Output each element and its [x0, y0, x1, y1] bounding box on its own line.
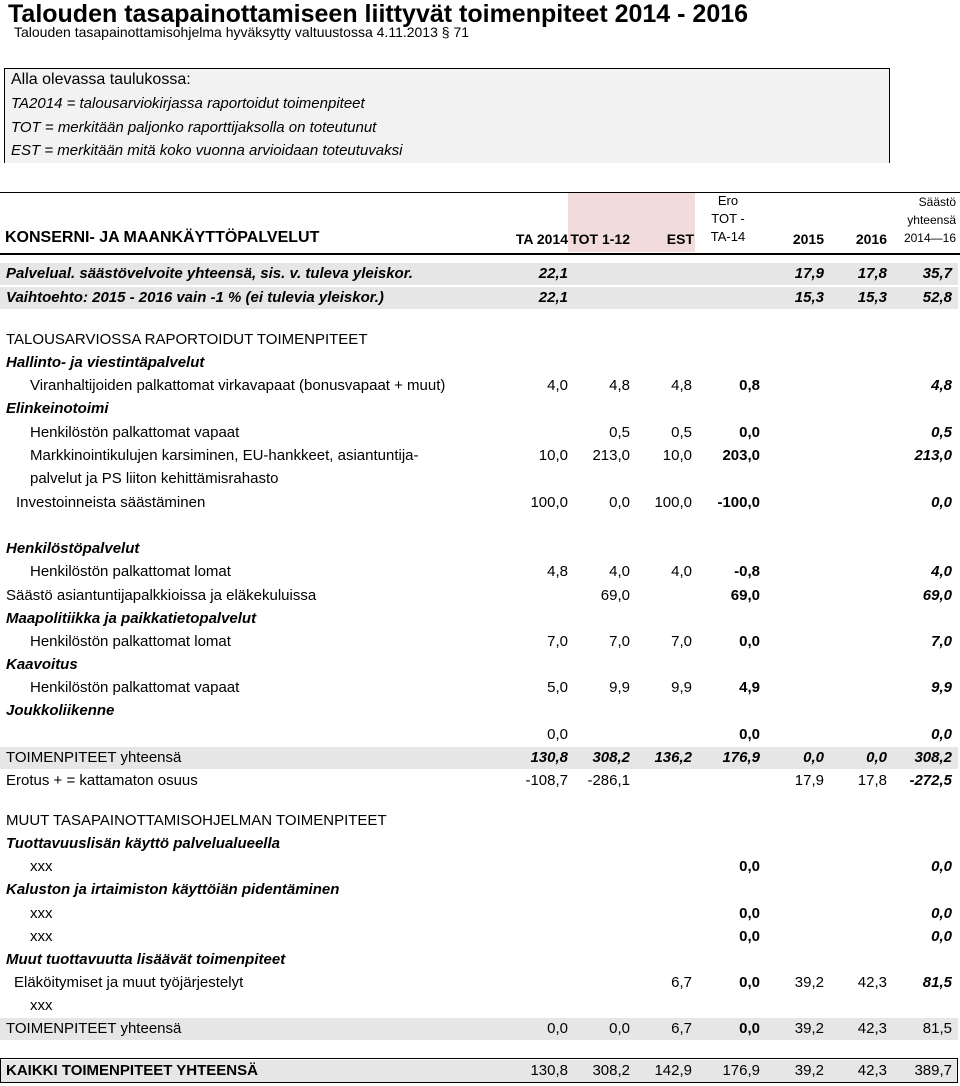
- cell-ta2014: 4,0: [547, 377, 568, 394]
- table-row: [0, 585, 960, 607]
- page-title: Talouden tasapainottamiseen liittyvät toimenpiteet 2014 - 2016: [8, 0, 749, 28]
- table-row: [0, 654, 960, 676]
- col-header-saasto-1: Säästö: [918, 195, 956, 209]
- row-label: Erotus + = kattamaton osuus: [6, 772, 198, 789]
- cell-saasto: 35,7: [922, 265, 952, 282]
- cell-ero: 69,0: [730, 587, 760, 604]
- cell-tot: 213,0: [592, 447, 630, 464]
- table-row: [0, 856, 960, 878]
- cell-est: 4,0: [671, 563, 692, 580]
- cell-ero: 203,0: [722, 447, 760, 464]
- cell-tot: 308,2: [592, 1062, 630, 1079]
- cell-ero: 0,0: [739, 1020, 760, 1037]
- cell-est: 10,0: [662, 447, 692, 464]
- cell-2015: 17,9: [794, 772, 824, 789]
- table-row: [0, 972, 960, 994]
- cell-2015: 17,9: [794, 265, 824, 282]
- col-header-ero-3: TA-14: [710, 229, 746, 244]
- table-row: [0, 608, 960, 630]
- cell-ta2014: 4,8: [547, 563, 568, 580]
- cell-est: 142,9: [654, 1062, 692, 1079]
- cell-2016: 17,8: [857, 265, 887, 282]
- row-label: Kaluston ja irtaimiston käyttöiän pidentäminen: [6, 881, 340, 898]
- cell-saasto: 213,0: [914, 447, 952, 464]
- table-row: [0, 879, 960, 901]
- row-label: Henkilöstön palkattomat vapaat: [30, 424, 240, 441]
- cell-est: 0,5: [671, 424, 692, 441]
- cell-tot: 308,2: [592, 749, 630, 766]
- table-row: [0, 492, 960, 514]
- cell-2016: 0,0: [866, 749, 887, 766]
- row-label: Henkilöstön palkattomat vapaat: [30, 679, 240, 696]
- total-row-border: [0, 1058, 958, 1083]
- row-label: KAIKKI TOIMENPITEET YHTEENSÄ: [6, 1062, 258, 1079]
- cell-ta2014: 7,0: [547, 633, 568, 650]
- table-row: [0, 352, 960, 374]
- row-label: Markkinointikulujen karsiminen, EU-hankkeet, asiantuntija-: [30, 447, 419, 464]
- row-label: Muut tuottavuutta lisäävät toimenpiteet: [6, 951, 286, 968]
- cell-2015: 15,3: [794, 289, 824, 306]
- row-label: palvelut ja PS liiton kehittämisrahasto: [30, 470, 279, 487]
- col-header-ta2014: TA 2014: [515, 231, 568, 247]
- cell-saasto: 0,0: [931, 726, 952, 743]
- table-row: [0, 926, 960, 948]
- cell-saasto: 0,5: [931, 424, 952, 441]
- cell-2016: 42,3: [857, 1020, 887, 1037]
- page-subtitle: Talouden tasapainottamisohjelma hyväksytty valtuustossa 4.11.2013 § 71: [14, 24, 470, 40]
- table-row: [0, 445, 960, 467]
- cell-tot: 4,8: [609, 377, 630, 394]
- cell-tot: 0,0: [609, 494, 630, 511]
- col-header-2015: 2015: [792, 231, 824, 247]
- table-row: [0, 631, 960, 653]
- cell-est: 6,7: [671, 1020, 692, 1037]
- row-label: TOIMENPITEET yhteensä: [6, 1020, 182, 1037]
- cell-ta2014: 22,1: [538, 265, 568, 282]
- section-title: KONSERNI- JA MAANKÄYTTÖPALVELUT: [5, 229, 320, 246]
- table-row: [0, 287, 960, 309]
- cell-tot: -286,1: [587, 772, 630, 789]
- cell-ero: 0,0: [739, 424, 760, 441]
- row-label: Investoinneista säästäminen: [16, 494, 206, 511]
- col-header-est: EST: [666, 231, 694, 247]
- cell-saasto: 308,2: [914, 749, 952, 766]
- table-row: [0, 422, 960, 444]
- cell-ero: 0,0: [739, 928, 760, 945]
- cell-saasto: 81,5: [922, 1020, 952, 1037]
- table-row: [0, 724, 960, 746]
- cell-saasto: 9,9: [931, 679, 952, 696]
- cell-est: 100,0: [654, 494, 692, 511]
- col-header-saasto-3: 2014—16: [903, 231, 956, 245]
- row-label: Joukkoliikenne: [6, 702, 115, 719]
- col-header-2016: 2016: [855, 231, 887, 247]
- cell-ero: 176,9: [722, 1062, 760, 1079]
- table-row: [0, 903, 960, 925]
- row-label: xxx: [30, 905, 53, 922]
- table-row: [0, 747, 960, 769]
- row-label: MUUT TASAPAINOTTAMISOHJELMAN TOIMENPITEET: [6, 812, 387, 829]
- cell-ero: -100,0: [717, 494, 760, 511]
- cell-saasto: 69,0: [922, 587, 952, 604]
- cell-ero: -0,8: [734, 563, 760, 580]
- cell-ero: 0,0: [739, 974, 760, 991]
- cell-2016: 17,8: [857, 772, 887, 789]
- row-label: Hallinto- ja viestintäpalvelut: [6, 354, 205, 371]
- row-label: TOIMENPITEET yhteensä: [6, 749, 182, 766]
- cell-saasto: 81,5: [922, 974, 952, 991]
- table-row: [0, 263, 960, 285]
- row-label: xxx: [30, 997, 53, 1014]
- cell-saasto: 389,7: [914, 1062, 952, 1079]
- row-label: Henkilöstön palkattomat lomat: [30, 633, 231, 650]
- cell-est: 6,7: [671, 974, 692, 991]
- legend-line-tot: TOT = merkitään paljonko raporttijaksolla on toteutunut: [11, 119, 377, 136]
- cell-2016: 42,3: [857, 1062, 887, 1079]
- cell-ero: 176,9: [722, 749, 760, 766]
- cell-2015: 39,2: [794, 1062, 824, 1079]
- cell-ero: 0,0: [739, 905, 760, 922]
- cell-est: 136,2: [654, 749, 692, 766]
- row-label: xxx: [30, 928, 53, 945]
- table-row: [0, 538, 960, 560]
- table-row: [0, 770, 960, 792]
- table-row: [0, 833, 960, 855]
- row-label: xxx: [30, 858, 53, 875]
- table-row: [0, 1018, 960, 1040]
- col-header-tot: TOT 1-12: [570, 231, 630, 247]
- table-row: [0, 700, 960, 722]
- cell-ta2014: 0,0: [547, 1020, 568, 1037]
- table-row: [0, 810, 960, 832]
- col-header-ero-2: TOT -: [711, 211, 745, 226]
- table-row: [0, 468, 960, 490]
- cell-ero: 0,0: [739, 633, 760, 650]
- cell-ta2014: 5,0: [547, 679, 568, 696]
- cell-ta2014: 22,1: [538, 289, 568, 306]
- cell-tot: 0,5: [609, 424, 630, 441]
- cell-saasto: 52,8: [922, 289, 952, 306]
- cell-2015: 0,0: [803, 749, 824, 766]
- table-row: [0, 995, 960, 1017]
- row-label: Viranhaltijoiden palkattomat virkavapaat (bonusvapaat + muut): [30, 377, 446, 394]
- row-label: Elinkeinotoimi: [6, 400, 109, 417]
- legend-line-ta2014: TA2014 = talousarviokirjassa raportoidut toimenpiteet: [11, 95, 365, 112]
- cell-ta2014: 130,8: [530, 749, 568, 766]
- row-label: Maapolitiikka ja paikkatietopalvelut: [6, 610, 257, 627]
- table-row: [0, 949, 960, 971]
- table-row: [0, 375, 960, 397]
- cell-ero: 0,0: [739, 858, 760, 875]
- cell-tot: 7,0: [609, 633, 630, 650]
- cell-saasto: 7,0: [931, 633, 952, 650]
- cell-saasto: 4,0: [931, 563, 952, 580]
- cell-ta2014: -108,7: [525, 772, 568, 789]
- cell-saasto: 0,0: [931, 928, 952, 945]
- row-label: Palvelual. säästövelvoite yhteensä, sis. v. tuleva yleiskor.: [6, 265, 413, 282]
- legend-box: [4, 68, 890, 163]
- cell-saasto: -272,5: [909, 772, 952, 789]
- cell-ta2014: 10,0: [538, 447, 568, 464]
- cell-ero: 4,9: [739, 679, 760, 696]
- cell-2016: 42,3: [857, 974, 887, 991]
- cell-ta2014: 130,8: [530, 1062, 568, 1079]
- cell-tot: 4,0: [609, 563, 630, 580]
- cell-ero: 0,8: [739, 377, 760, 394]
- cell-tot: 69,0: [600, 587, 630, 604]
- row-label: Vaihtoehto: 2015 - 2016 vain -1 % (ei tulevia yleiskor.): [6, 289, 384, 306]
- cell-saasto: 4,8: [931, 377, 952, 394]
- cell-saasto: 0,0: [931, 905, 952, 922]
- row-label: Henkilöstöpalvelut: [6, 540, 140, 557]
- cell-2016: 15,3: [857, 289, 887, 306]
- legend-line-est: EST = merkitään mitä koko vuonna arvioidaan toteutuvaksi: [11, 142, 403, 159]
- row-label: Tuottavuuslisän käyttö palvelualueella: [6, 835, 280, 852]
- cell-tot: 9,9: [609, 679, 630, 696]
- row-label: Kaavoitus: [6, 656, 78, 673]
- col-header-ero-1: Ero: [717, 193, 739, 208]
- cell-2015: 39,2: [794, 1020, 824, 1037]
- cell-est: 9,9: [671, 679, 692, 696]
- table-header: [0, 192, 960, 255]
- cell-ta2014: 0,0: [547, 726, 568, 743]
- row-label: Henkilöstön palkattomat lomat: [30, 563, 231, 580]
- legend-heading: Alla olevassa taulukossa:: [11, 71, 191, 88]
- cell-tot: 0,0: [609, 1020, 630, 1037]
- col-header-saasto-2: yhteensä: [907, 213, 956, 227]
- cell-ero: 0,0: [739, 726, 760, 743]
- row-label: TALOUSARVIOSSA RAPORTOIDUT TOIMENPITEET: [6, 331, 368, 348]
- cell-est: 7,0: [671, 633, 692, 650]
- cell-2015: 39,2: [794, 974, 824, 991]
- cell-saasto: 0,0: [931, 494, 952, 511]
- table-row: [0, 398, 960, 420]
- table-row: [0, 329, 960, 351]
- cell-saasto: 0,0: [931, 858, 952, 875]
- cell-est: 4,8: [671, 377, 692, 394]
- table-row: [0, 561, 960, 583]
- row-label: Eläköitymiset ja muut työjärjestelyt: [14, 974, 244, 991]
- cell-ta2014: 100,0: [530, 494, 568, 511]
- row-label: Säästö asiantuntijapalkkioissa ja eläkekuluissa: [6, 587, 317, 604]
- table-row: [0, 677, 960, 699]
